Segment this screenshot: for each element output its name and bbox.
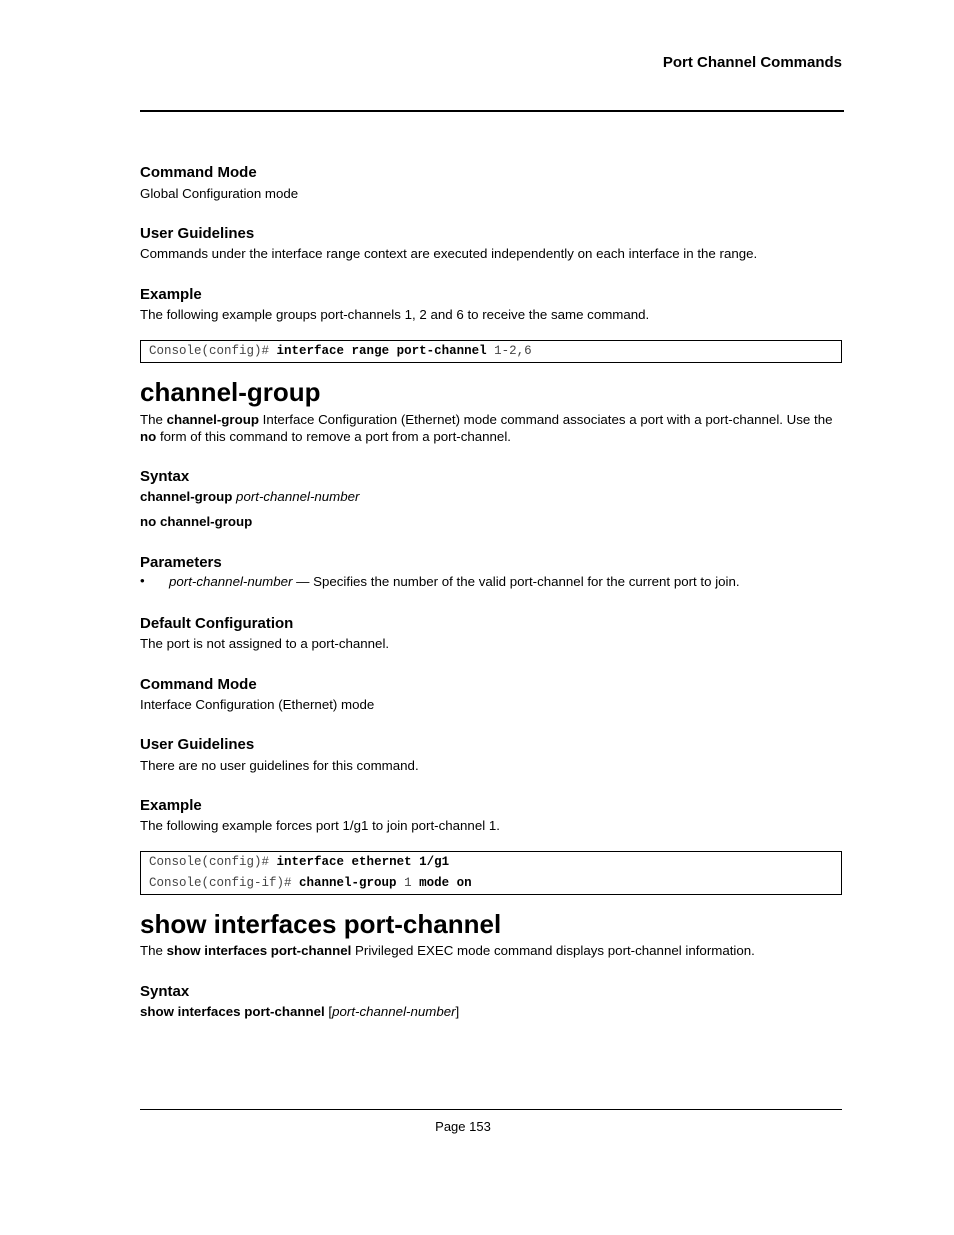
code-block-range: [140, 340, 842, 363]
code-prompt: Console(config)#: [149, 344, 270, 358]
user-guidelines-heading: User Guidelines: [140, 736, 255, 753]
code-command: interface range port-channel: [276, 344, 487, 358]
example-text: The following example forces port 1/g1 to join port-channel 1.: [140, 818, 500, 833]
syntax-heading: Syntax: [140, 468, 190, 485]
show-interfaces-port-channel-title: show interfaces port-channel: [140, 909, 502, 939]
example-text: The following example groups port-channels 1, 2 and 6 to receive the same command.: [140, 307, 650, 322]
code-command: mode on: [419, 876, 472, 890]
header-rule: [140, 110, 844, 112]
channel-group-description: The channel-group Interface Configuration (Ethernet) mode command associates a port with a port-channel. Use the no form of this command to remove a port from a port-channel.: [140, 412, 833, 444]
user-guidelines-text: There are no user guidelines for this command.: [140, 758, 419, 773]
code-prompt: Console(config)#: [149, 855, 270, 869]
code-prompt: Console(config-if)#: [149, 876, 292, 890]
command-mode-text: Interface Configuration (Ethernet) mode: [140, 697, 375, 712]
code-block-channel-group: [140, 851, 842, 895]
page-number: Page 153: [435, 1119, 491, 1134]
code-argument: 1: [404, 876, 412, 890]
example-heading: Example: [140, 286, 202, 303]
syntax-no-line: no channel-group: [140, 514, 253, 529]
bullet-icon: •: [140, 573, 145, 588]
code-command: channel-group: [299, 876, 397, 890]
default-configuration-text: The port is not assigned to a port-channel.: [140, 636, 390, 651]
channel-group-title: channel-group: [140, 377, 321, 407]
show-interfaces-description: The show interfaces port-channel Privileged EXEC mode command displays port-channel information.: [140, 943, 755, 958]
syntax-heading: Syntax: [140, 983, 190, 1000]
code-line: [141, 852, 841, 873]
syntax-line: show interfaces port-channel [port-channel-number]: [140, 1004, 460, 1019]
code-line: [141, 341, 841, 362]
code-line: [141, 873, 841, 894]
running-header: Port Channel Commands: [662, 54, 842, 71]
user-guidelines-heading: User Guidelines: [140, 225, 255, 242]
example-heading: Example: [140, 797, 202, 814]
default-configuration-heading: Default Configuration: [140, 615, 294, 632]
footer-rule: [140, 1109, 842, 1110]
command-mode-text: Global Configuration mode: [140, 186, 299, 201]
syntax-line: channel-group port-channel-number: [140, 489, 360, 504]
command-mode-heading: Command Mode: [140, 164, 257, 181]
command-mode-heading: Command Mode: [140, 676, 257, 693]
user-guidelines-text: Commands under the interface range context are executed independently on each interface in the range.: [140, 246, 758, 261]
parameter-item: port-channel-number — Specifies the number of the valid port-channel for the current port to join.: [169, 574, 740, 589]
parameters-heading: Parameters: [140, 554, 222, 571]
code-argument: 1-2,6: [494, 344, 532, 358]
code-command: interface ethernet 1/g1: [276, 855, 450, 869]
